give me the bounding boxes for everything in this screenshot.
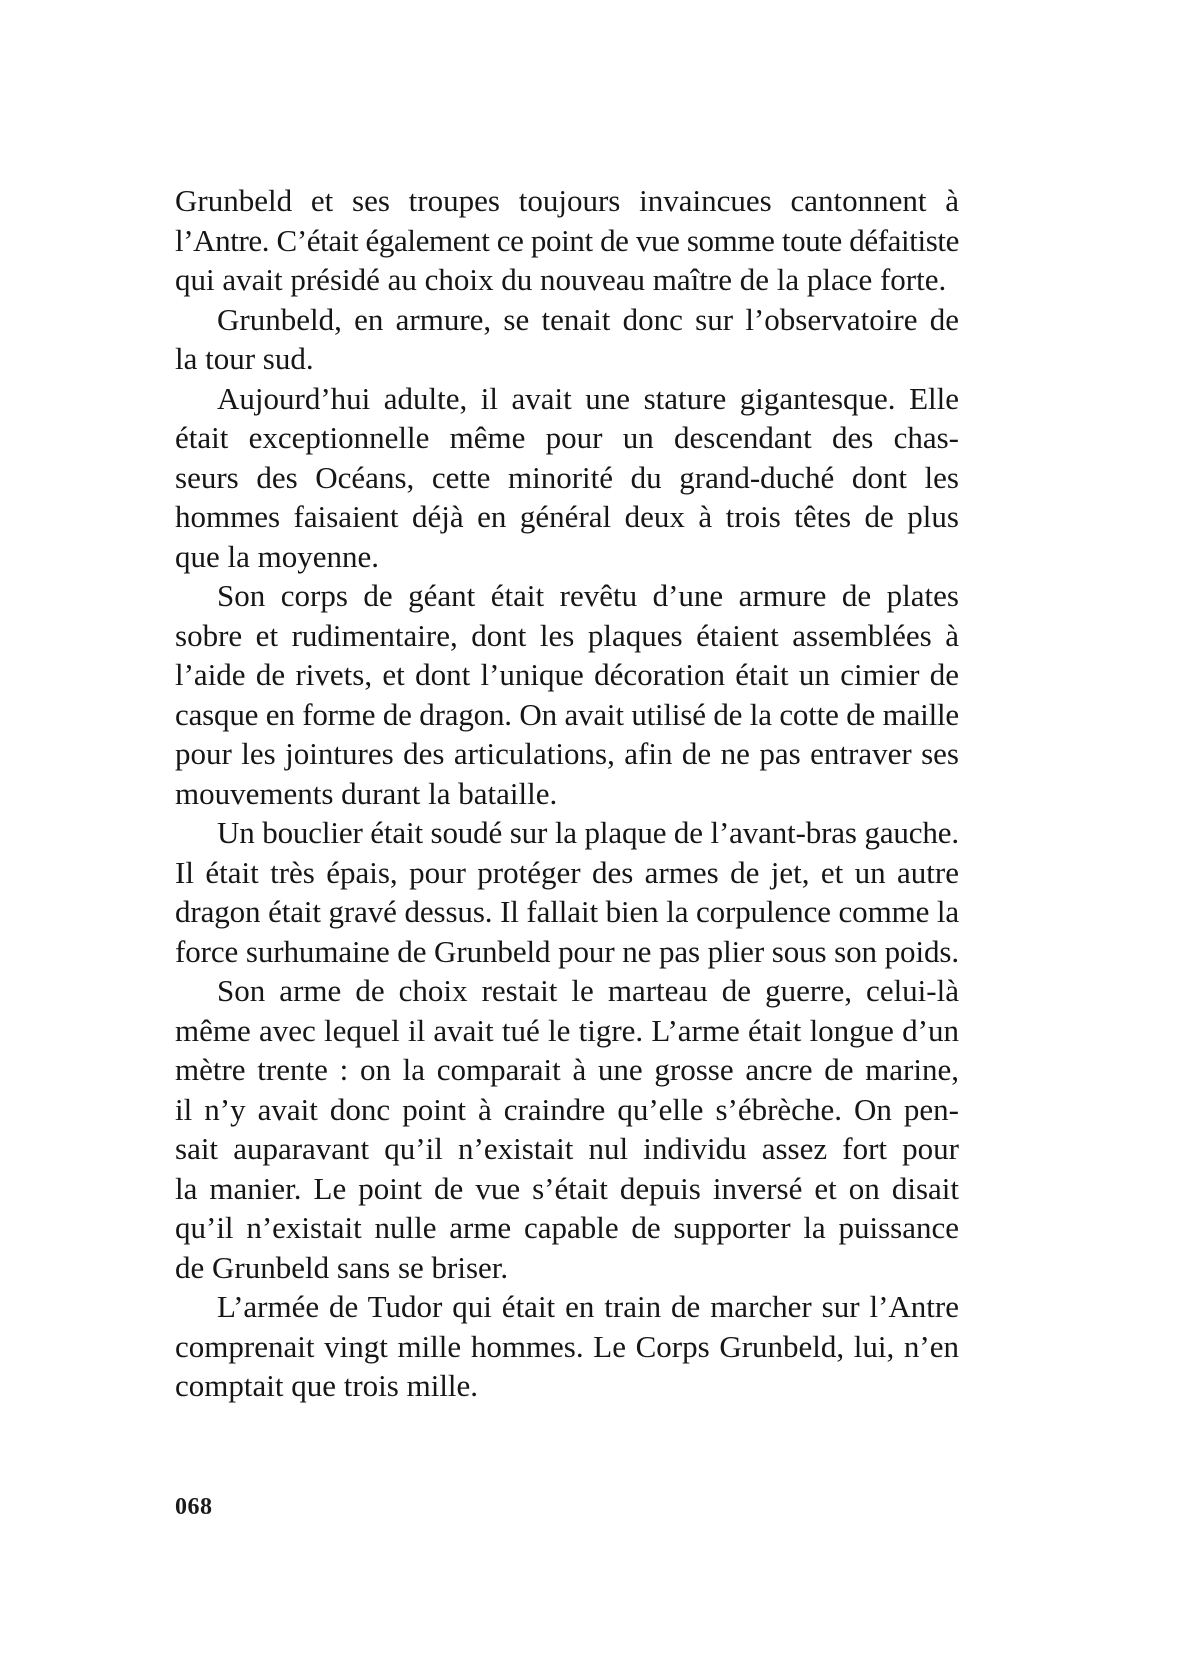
text-line: Son arme de choix restait le marteau de guerre, celui-là: [217, 973, 959, 1008]
paragraph: [175, 181, 959, 300]
text-line: qui avait présidé au choix du nouveau maître de la place forte.: [175, 262, 947, 297]
paragraph: [175, 300, 959, 379]
paragraph: [175, 576, 959, 813]
page-number: 068: [175, 1494, 213, 1520]
paragraph: [175, 971, 959, 1287]
text-line: l’Antre. C’était également ce point de vue somme toute défaitiste: [175, 222, 960, 258]
text-line: la manier. Le point de vue s’était depuis inversé et on disait: [175, 1170, 959, 1206]
text-line: seurs des Océans, cette minorité du grand-duché dont les: [175, 459, 959, 495]
text-line: pour les jointures des articulations, afin de ne pas entraver ses: [175, 736, 959, 771]
body-text: [175, 181, 959, 1406]
paragraph: [175, 1287, 959, 1406]
text-line: Son corps de géant était revêtu d’une armure de plates: [217, 578, 959, 613]
text-line: force surhumaine de Grunbeld pour ne pas plier sous son poids.: [175, 933, 960, 969]
paragraph: [175, 813, 959, 971]
text-line: même avec lequel il avait tué le tigre. L’arme était longue d’un: [175, 1012, 959, 1048]
text-line: Il était très épais, pour protéger des armes de jet, et un autre: [175, 854, 959, 890]
text-line: mètre trente : on la comparait à une grosse ancre de marine,: [175, 1052, 959, 1087]
text-line: casque en forme de dragon. On avait utilisé de la cotte de maille: [175, 696, 960, 732]
text-line: de Grunbeld sans se briser.: [175, 1249, 509, 1285]
text-line: mouvements durant la bataille.: [175, 775, 558, 811]
paragraph: [175, 379, 959, 577]
text-line: Aujourd’hui adulte, il avait une stature gigantesque. Elle: [217, 380, 959, 416]
text-line: que la moyenne.: [175, 538, 380, 574]
text-line: comptait que trois mille.: [175, 1368, 479, 1403]
text-line: Grunbeld, en armure, se tenait donc sur l’observatoire de: [217, 301, 959, 337]
text-line: la tour sud.: [175, 341, 314, 376]
text-line: qu’il n’existait nulle arme capable de supporter la puissance: [175, 1210, 959, 1245]
text-line: dragon était gravé dessus. Il fallait bien la corpulence comme la: [175, 894, 960, 929]
text-line: hommes faisaient déjà en général deux à trois têtes de plus: [175, 499, 959, 534]
text-line: était exceptionnelle même pour un descendant des chas-: [175, 420, 959, 455]
text-line: l’aide de rivets, et dont l’unique décoration était un cimier de: [175, 657, 959, 692]
text-line: sait auparavant qu’il n’existait nul individu assez fort pour: [175, 1131, 959, 1166]
text-line: L’armée de Tudor qui était en train de marcher sur l’Antre: [217, 1289, 959, 1324]
text-line: Un bouclier était soudé sur la plaque de l’avant-bras gauche.: [217, 815, 959, 850]
text-line: il n’y avait donc point à craindre qu’elle s’ébrèche. On pen-: [175, 1091, 959, 1127]
text-line: Grunbeld et ses troupes toujours invaincues cantonnent à: [175, 183, 959, 218]
text-line: sobre et rudimentaire, dont les plaques étaient assemblées à: [175, 617, 959, 653]
text-line: comprenait vingt mille hommes. Le Corps Grunbeld, lui, n’en: [175, 1328, 959, 1364]
